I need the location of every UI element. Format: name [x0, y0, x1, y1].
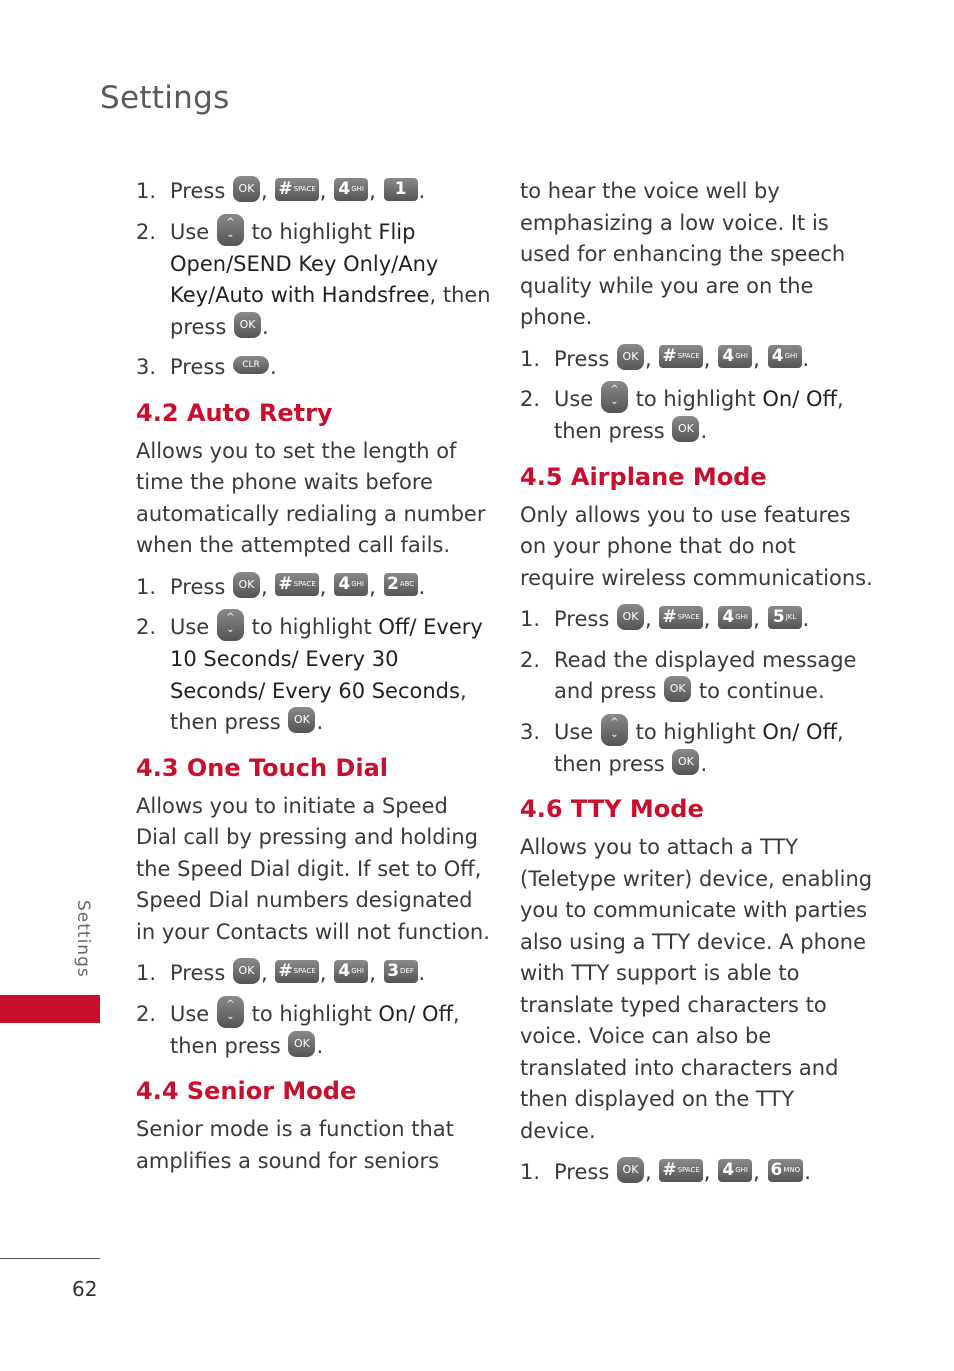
steps-top [136, 176, 491, 384]
section-heading: 4.5 Airplane Mode [520, 462, 767, 491]
section-body: Senior mode is a function that amplifies a sound for seniors [136, 1117, 454, 1173]
step: 2. Use ^ ⌄ to highlight Off/ Every 10 Seconds/ Every 30 Seconds/ Every 60 Seconds, then press OK . [136, 612, 491, 739]
ok-key-icon: OK [664, 676, 691, 702]
hash-key-icon: #$^{SPACE}$ [659, 606, 702, 629]
key-4-icon: $4^{GHI}$ [334, 178, 368, 201]
ok-key-icon: OK [288, 1031, 315, 1057]
ok-key-icon: OK [288, 707, 315, 733]
step: 2. Use ^ ⌄ to highlight On/ Off, then press OK . [520, 384, 875, 448]
step: 1. Press OK , #$^{SPACE}$ , $4^{GHI}$ , $3^{DEF}$ . [136, 958, 491, 990]
side-tab-marker [0, 995, 100, 1023]
steps-tty [520, 1157, 875, 1189]
hash-key-icon: #$^{SPACE}$ [275, 178, 318, 201]
ok-key-icon: OK [617, 1157, 644, 1183]
nav-key-icon: ^ ⌄ [217, 996, 244, 1028]
ok-key-icon: OK [233, 958, 260, 984]
steps-airplane [520, 604, 875, 780]
ok-key-icon: OK [233, 572, 260, 598]
key-4-icon: $4^{GHI}$ [718, 345, 752, 368]
section-body: Allows you to set the length of time the phone waits before automatically redialing a number when the attempted call fails. [136, 438, 486, 557]
key-4-icon: $4^{GHI}$ [334, 960, 368, 983]
step: 2. Read the displayed message and press OK to continue. [520, 647, 857, 703]
footer-divider [0, 1258, 100, 1259]
section-body: Only allows you to use features on your phone that do not require wireless communications. [520, 502, 873, 590]
key-6-icon: $6^{MNO}$ [768, 1159, 804, 1182]
ok-key-icon: OK [672, 749, 699, 775]
step: 2. Use ^ ⌄ to highlight Flip Open/SEND Key Only/Any Key/Auto with Handsfree, then press OK . [136, 217, 491, 344]
right-column [520, 176, 875, 1198]
ok-key-icon: OK [672, 416, 699, 442]
key-1-icon: 1 [384, 178, 418, 201]
nav-key-icon: ^ ⌄ [601, 714, 628, 746]
section-heading: 4.4 Senior Mode [136, 1077, 357, 1105]
section-heading: 4.6 TTY Mode [520, 795, 704, 823]
step: 1. Press OK , #$^{SPACE}$ , $4^{GHI}$ , $6^{MNO}$ . [520, 1157, 875, 1189]
hash-key-icon: #$^{SPACE}$ [275, 573, 318, 596]
key-3-icon: $3^{DEF}$ [384, 960, 418, 983]
key-5-icon: $5^{JKL}$ [768, 606, 802, 629]
ok-key-icon: OK [617, 344, 644, 370]
section-heading: 4.3 One Touch Dial [136, 753, 388, 782]
section-heading: 4.2 Auto Retry [136, 398, 333, 427]
key-4-icon: $4^{GHI}$ [334, 573, 368, 596]
hash-key-icon: #$^{SPACE}$ [275, 960, 318, 983]
step: 1. Press OK , #$^{SPACE}$ , $4^{GHI}$ , $4^{GHI}$ . [520, 344, 875, 376]
key-2-icon: $2^{ABC}$ [384, 573, 418, 596]
section-body-continued: to hear the voice well by emphasizing a low voice. It is used for enhancing the speech quality while you are on the phone. [520, 179, 846, 329]
step: 1. Press OK , #$^{SPACE}$ , $4^{GHI}$ , $2^{ABC}$ . [136, 572, 491, 604]
step: 1. Press OK , #$^{SPACE}$ , $4^{GHI}$ , $5^{JKL}$ . [520, 604, 875, 636]
key-4-icon: $4^{GHI}$ [718, 606, 752, 629]
key-4-icon: $4^{GHI}$ [718, 1159, 752, 1182]
steps-auto-retry [136, 572, 491, 739]
section-body: Allows you to initiate a Speed Dial call by pressing and holding the Speed Dial digit. If set to Off, Speed Dial numbers designated in your Contacts will not function. [136, 793, 490, 944]
step: 1. Press OK , #$^{SPACE}$ , $4^{GHI}$ , 1 . [136, 176, 491, 208]
left-column [136, 176, 491, 1187]
ok-key-icon: OK [617, 604, 644, 630]
page-number: 62 [72, 1277, 98, 1301]
nav-key-icon: ^ ⌄ [217, 609, 244, 641]
key-4-icon: $4^{GHI}$ [768, 345, 802, 368]
steps-senior [520, 344, 875, 448]
page-title: Settings [100, 80, 230, 116]
hash-key-icon: #$^{SPACE}$ [659, 345, 702, 368]
side-tab-label: Settings [73, 900, 93, 978]
nav-key-icon: ^ ⌄ [601, 381, 628, 413]
section-body: Allows you to attach a TTY (Teletype writer) device, enabling you to communicate with parties also using a TTY device. A phone with TTY support is able to translate typed characters to voice. Voice can also be translated into characters and then displayed on the TTY device. [520, 835, 873, 1143]
step: 2. Use ^ ⌄ to highlight On/ Off, then press OK . [136, 999, 491, 1063]
steps-one-touch [136, 958, 491, 1062]
clr-key-icon: CLR [233, 356, 269, 374]
step: 3. Use ^ ⌄ to highlight On/ Off, then press OK . [520, 717, 875, 781]
step: 3. Press CLR . [136, 355, 277, 379]
ok-key-icon: OK [234, 312, 261, 338]
nav-key-icon: ^ ⌄ [217, 214, 244, 246]
ok-key-icon: OK [233, 176, 260, 202]
hash-key-icon: #$^{SPACE}$ [659, 1159, 702, 1182]
